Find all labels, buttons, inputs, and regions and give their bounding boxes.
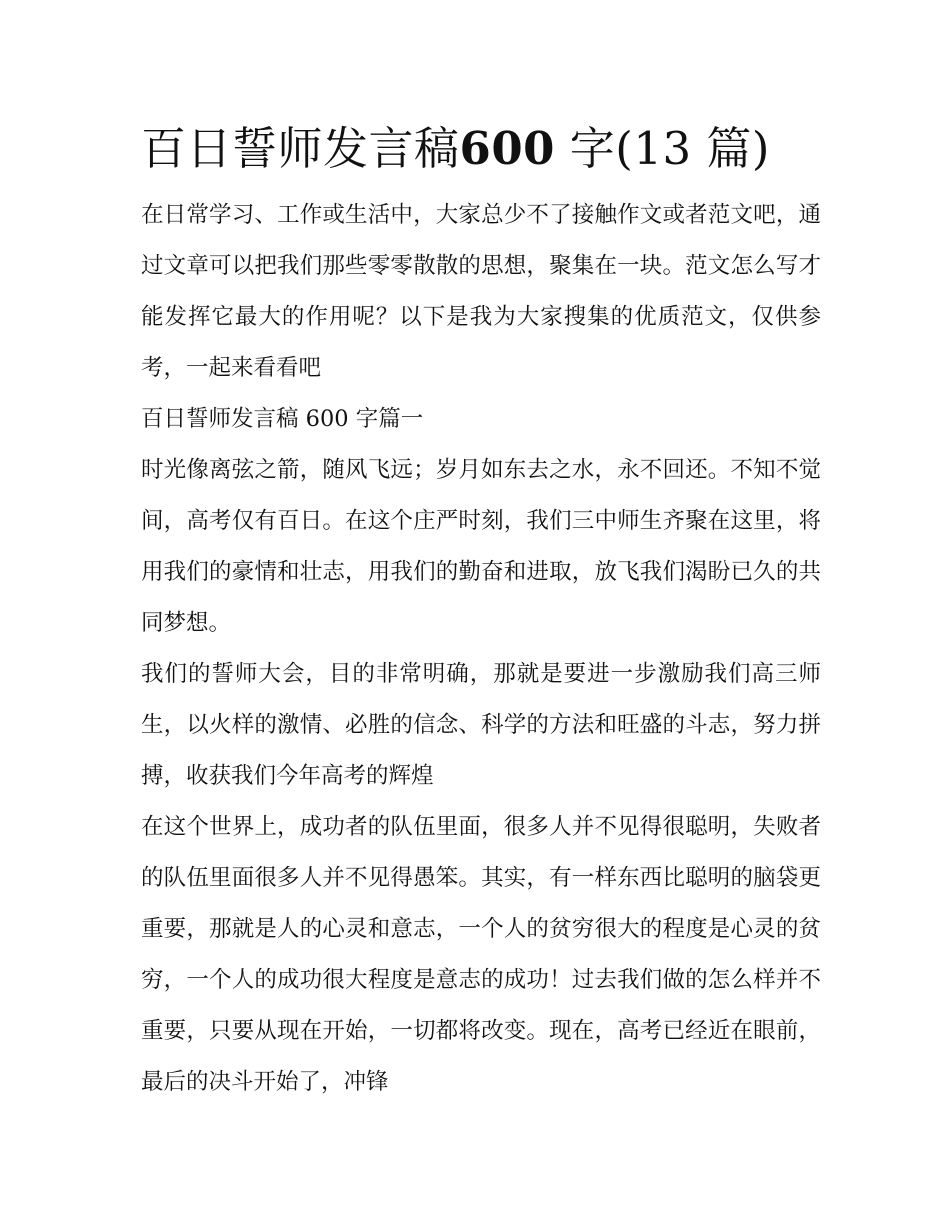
title-number: 600 <box>459 122 555 175</box>
body-paragraph-1: 时光像离弦之箭，随风飞远；岁月如东去之水，永不回还。不知不觉间，高考仅有百日。在这个庄严时刻，我们三中师生齐聚在这里，将用我们的豪情和壮志，用我们的勤奋和进取，放飞我们渴盼已久的共同梦想。 <box>141 457 821 636</box>
title-text-part-1: 百日誓师发言稿 <box>141 122 460 175</box>
document-body <box>141 118 821 1108</box>
intro-paragraph: 在日常学习、工作或生活中，大家总少不了接触作文或者范文吧，通过文章可以把我们那些零零散散的思想，聚集在一块。范文怎么写才能发挥它最大的作用呢？以下是我为大家搜集的优质范文，仅供参考，一起来看看吧 <box>141 202 821 381</box>
title-text-part-3: 篇) <box>706 122 770 175</box>
document-title <box>141 118 821 180</box>
section-heading: 百日誓师发言稿 600 字篇一 <box>141 406 424 432</box>
body-paragraph-2: 我们的誓师大会，目的非常明确，那就是要进一步激励我们高三师生，以火样的激情、必胜的信念、科学的方法和旺盛的斗志，努力拼搏，收获我们今年高考的辉煌 <box>141 661 821 789</box>
title-text-part-2: 字(13 <box>569 122 692 175</box>
body-paragraph-3: 在这个世界上，成功者的队伍里面，很多人并不见得很聪明，失败者的队伍里面很多人并不见得愚笨。其实，有一样东西比聪明的脑袋更重要，那就是人的心灵和意志，一个人的贫穷很大的程度是心灵的贫穷，一个人的成功很大程度是意志的成功！过去我们做的怎么样并不重要，只要从现在开始，一切都将改变。现在，高考已经近在眼前，最后的决斗开始了，冲锋 <box>141 814 821 1095</box>
